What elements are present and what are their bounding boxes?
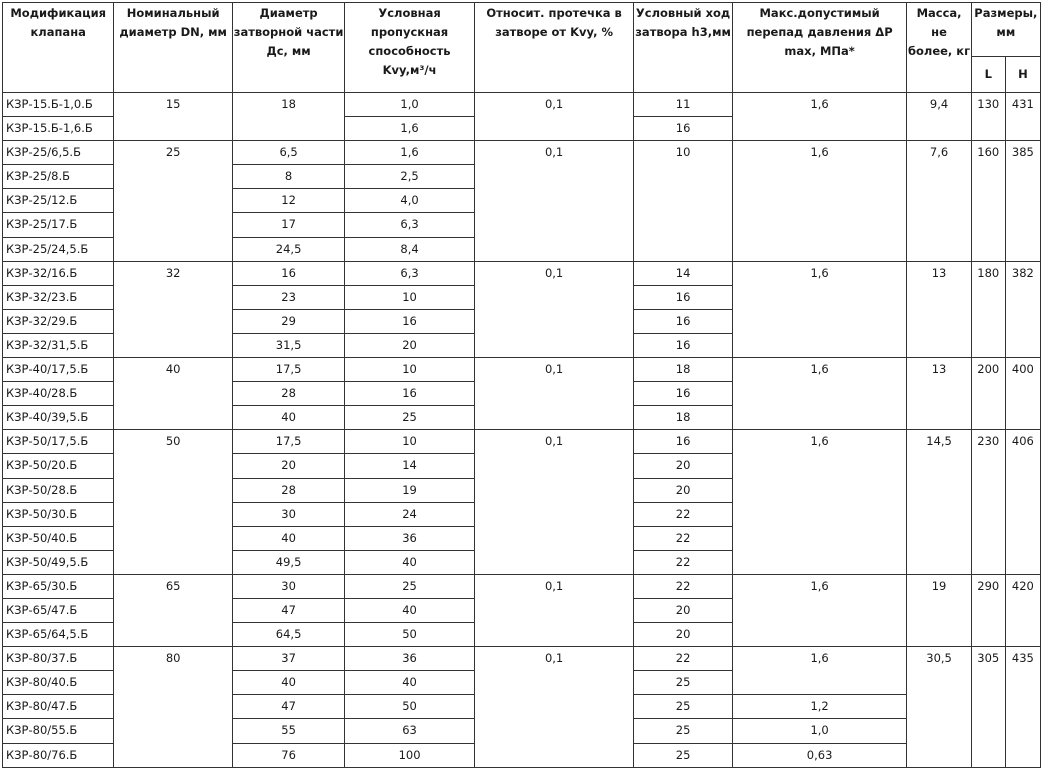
table-row (3, 574, 1041, 598)
gate-diameter-cell: 12 (232, 189, 344, 213)
header-dimension-l: L (971, 57, 1005, 93)
header-dimension-h: H (1005, 57, 1040, 93)
dimension-h-cell: 382 (1005, 261, 1040, 357)
stroke-cell: 18 (634, 406, 732, 430)
flow-capacity-cell: 1,6 (345, 117, 474, 141)
modification-cell: КЗР-15.Б-1,6.Б (3, 117, 114, 141)
table-row (3, 358, 1041, 382)
table-row (3, 141, 1041, 165)
header-gate-diameter: Диаметр затворной части Дс, мм (232, 3, 344, 93)
modification-cell: КЗР-32/16.Б (3, 261, 114, 285)
header-flow-capacity: Условная пропускная способность Kvy,м³/ч (345, 3, 474, 93)
flow-capacity-cell: 2,5 (345, 165, 474, 189)
modification-cell: КЗР-40/39,5.Б (3, 406, 114, 430)
flow-capacity-cell: 10 (345, 285, 474, 309)
gate-diameter-cell: 76 (232, 743, 344, 767)
modification-cell: КЗР-80/37.Б (3, 647, 114, 671)
header-dimensions: Размеры, мм (971, 3, 1040, 57)
header-nominal-diameter: Номинальный диаметр DN, мм (114, 3, 232, 93)
gate-diameter-cell: 64,5 (232, 623, 344, 647)
flow-capacity-cell: 25 (345, 406, 474, 430)
flow-capacity-cell: 8,4 (345, 237, 474, 261)
modification-cell: КЗР-80/40.Б (3, 671, 114, 695)
modification-cell: КЗР-50/28.Б (3, 478, 114, 502)
gate-diameter-cell: 29 (232, 309, 344, 333)
flow-capacity-cell: 36 (345, 526, 474, 550)
stroke-cell: 25 (634, 743, 732, 767)
header-stroke: Условный ход затвора h3,мм (634, 3, 732, 93)
gate-diameter-cell: 28 (232, 478, 344, 502)
stroke-cell: 22 (634, 647, 732, 671)
stroke-cell: 25 (634, 671, 732, 695)
gate-diameter-cell: 30 (232, 502, 344, 526)
stroke-cell: 25 (634, 719, 732, 743)
flow-capacity-cell: 40 (345, 550, 474, 574)
stroke-cell: 16 (634, 430, 732, 454)
flow-capacity-cell: 6,3 (345, 213, 474, 237)
dimension-h-cell: 385 (1005, 141, 1040, 261)
gate-diameter-cell: 40 (232, 406, 344, 430)
gate-diameter-cell: 8 (232, 165, 344, 189)
header-mass: Масса, не более, кг (907, 3, 971, 93)
mass-cell: 13 (907, 261, 971, 357)
stroke-cell: 22 (634, 502, 732, 526)
flow-capacity-cell: 10 (345, 430, 474, 454)
flow-capacity-cell: 63 (345, 719, 474, 743)
flow-capacity-cell: 50 (345, 695, 474, 719)
flow-capacity-cell: 25 (345, 574, 474, 598)
modification-cell: КЗР-80/76.Б (3, 743, 114, 767)
max-pressure-cell: 1,6 (732, 141, 907, 261)
gate-diameter-cell: 49,5 (232, 550, 344, 574)
max-pressure-cell: 1,2 (732, 695, 907, 719)
flow-capacity-cell: 19 (345, 478, 474, 502)
stroke-cell: 20 (634, 623, 732, 647)
stroke-cell: 11 (634, 93, 732, 117)
gate-diameter-cell: 30 (232, 574, 344, 598)
gate-diameter-cell: 55 (232, 719, 344, 743)
leakage-cell: 0,1 (474, 141, 634, 261)
modification-cell: КЗР-25/24,5.Б (3, 237, 114, 261)
max-pressure-cell: 1,6 (732, 358, 907, 430)
stroke-cell: 20 (634, 478, 732, 502)
dimension-h-cell: 406 (1005, 430, 1040, 575)
header-leakage: Относит. протечка в затворе от Kvy, % (474, 3, 634, 93)
modification-cell: КЗР-40/28.Б (3, 382, 114, 406)
nominal-diameter-cell: 65 (114, 574, 232, 646)
stroke-cell: 16 (634, 382, 732, 406)
mass-cell: 13 (907, 358, 971, 430)
flow-capacity-cell: 50 (345, 623, 474, 647)
nominal-diameter-cell: 80 (114, 647, 232, 767)
stroke-cell: 16 (634, 285, 732, 309)
gate-diameter-cell: 24,5 (232, 237, 344, 261)
modification-cell: КЗР-25/8.Б (3, 165, 114, 189)
gate-diameter-cell: 18 (232, 93, 344, 141)
modification-cell: КЗР-50/17,5.Б (3, 430, 114, 454)
leakage-cell: 0,1 (474, 358, 634, 430)
stroke-cell: 20 (634, 454, 732, 478)
gate-diameter-cell: 37 (232, 647, 344, 671)
dimension-l-cell: 200 (971, 358, 1005, 430)
table-body (3, 93, 1041, 768)
gate-diameter-cell: 20 (232, 454, 344, 478)
modification-cell: КЗР-32/31,5.Б (3, 333, 114, 357)
flow-capacity-cell: 16 (345, 382, 474, 406)
mass-cell: 9,4 (907, 93, 971, 141)
max-pressure-cell: 1,0 (732, 719, 907, 743)
table-row (3, 261, 1041, 285)
stroke-cell: 16 (634, 117, 732, 141)
dimension-l-cell: 305 (971, 647, 1005, 767)
modification-cell: КЗР-32/29.Б (3, 309, 114, 333)
modification-cell: КЗР-32/23.Б (3, 285, 114, 309)
dimension-l-cell: 160 (971, 141, 1005, 261)
nominal-diameter-cell: 32 (114, 261, 232, 357)
stroke-cell: 18 (634, 358, 732, 382)
stroke-cell: 22 (634, 550, 732, 574)
modification-cell: КЗР-50/40.Б (3, 526, 114, 550)
gate-diameter-cell: 47 (232, 598, 344, 622)
dimension-l-cell: 290 (971, 574, 1005, 646)
stroke-cell: 22 (634, 574, 732, 598)
nominal-diameter-cell: 40 (114, 358, 232, 430)
dimension-h-cell: 420 (1005, 574, 1040, 646)
gate-diameter-cell: 23 (232, 285, 344, 309)
table-row (3, 93, 1041, 117)
leakage-cell: 0,1 (474, 647, 634, 767)
mass-cell: 14,5 (907, 430, 971, 575)
flow-capacity-cell: 1,0 (345, 93, 474, 117)
flow-capacity-cell: 40 (345, 671, 474, 695)
modification-cell: КЗР-50/30.Б (3, 502, 114, 526)
gate-diameter-cell: 17,5 (232, 358, 344, 382)
nominal-diameter-cell: 15 (114, 93, 232, 141)
flow-capacity-cell: 4,0 (345, 189, 474, 213)
dimension-l-cell: 180 (971, 261, 1005, 357)
max-pressure-cell: 1,6 (732, 93, 907, 141)
flow-capacity-cell: 1,6 (345, 141, 474, 165)
stroke-cell: 20 (634, 598, 732, 622)
modification-cell: КЗР-25/12.Б (3, 189, 114, 213)
header-max-pressure: Макс.допустимый перепад давления ΔP max, МПа* (732, 3, 907, 93)
stroke-cell: 22 (634, 526, 732, 550)
gate-diameter-cell: 16 (232, 261, 344, 285)
gate-diameter-cell: 6,5 (232, 141, 344, 165)
modification-cell: КЗР-80/55.Б (3, 719, 114, 743)
mass-cell: 7,6 (907, 141, 971, 261)
modification-cell: КЗР-15.Б-1,0.Б (3, 93, 114, 117)
dimension-h-cell: 431 (1005, 93, 1040, 141)
modification-cell: КЗР-65/47.Б (3, 598, 114, 622)
stroke-cell: 16 (634, 333, 732, 357)
max-pressure-cell: 1,6 (732, 430, 907, 575)
mass-cell: 19 (907, 574, 971, 646)
flow-capacity-cell: 40 (345, 598, 474, 622)
leakage-cell: 0,1 (474, 93, 634, 141)
flow-capacity-cell: 10 (345, 358, 474, 382)
gate-diameter-cell: 40 (232, 671, 344, 695)
stroke-cell: 14 (634, 261, 732, 285)
modification-cell: КЗР-65/30.Б (3, 574, 114, 598)
valve-specifications-table (2, 2, 1041, 768)
gate-diameter-cell: 28 (232, 382, 344, 406)
dimension-h-cell: 435 (1005, 647, 1040, 767)
stroke-cell: 16 (634, 309, 732, 333)
flow-capacity-cell: 36 (345, 647, 474, 671)
nominal-diameter-cell: 50 (114, 430, 232, 575)
flow-capacity-cell: 20 (345, 333, 474, 357)
gate-diameter-cell: 17 (232, 213, 344, 237)
table-row (3, 647, 1041, 671)
modification-cell: КЗР-50/49,5.Б (3, 550, 114, 574)
modification-cell: КЗР-40/17,5.Б (3, 358, 114, 382)
modification-cell: КЗР-25/6,5.Б (3, 141, 114, 165)
dimension-h-cell: 400 (1005, 358, 1040, 430)
leakage-cell: 0,1 (474, 261, 634, 357)
max-pressure-cell: 1,6 (732, 261, 907, 357)
flow-capacity-cell: 24 (345, 502, 474, 526)
mass-cell: 30,5 (907, 647, 971, 767)
stroke-cell: 10 (634, 141, 732, 261)
flow-capacity-cell: 6,3 (345, 261, 474, 285)
max-pressure-cell: 1,6 (732, 647, 907, 695)
gate-diameter-cell: 17,5 (232, 430, 344, 454)
dimension-l-cell: 230 (971, 430, 1005, 575)
flow-capacity-cell: 14 (345, 454, 474, 478)
modification-cell: КЗР-80/47.Б (3, 695, 114, 719)
max-pressure-cell: 0,63 (732, 743, 907, 767)
gate-diameter-cell: 47 (232, 695, 344, 719)
leakage-cell: 0,1 (474, 430, 634, 575)
dimension-l-cell: 130 (971, 93, 1005, 141)
flow-capacity-cell: 16 (345, 309, 474, 333)
flow-capacity-cell: 100 (345, 743, 474, 767)
modification-cell: КЗР-25/17.Б (3, 213, 114, 237)
leakage-cell: 0,1 (474, 574, 634, 646)
modification-cell: КЗР-50/20.Б (3, 454, 114, 478)
nominal-diameter-cell: 25 (114, 141, 232, 261)
table-row (3, 430, 1041, 454)
max-pressure-cell: 1,6 (732, 574, 907, 646)
gate-diameter-cell: 40 (232, 526, 344, 550)
stroke-cell: 25 (634, 695, 732, 719)
header-modification: Модификация клапана (3, 3, 114, 93)
modification-cell: КЗР-65/64,5.Б (3, 623, 114, 647)
gate-diameter-cell: 31,5 (232, 333, 344, 357)
